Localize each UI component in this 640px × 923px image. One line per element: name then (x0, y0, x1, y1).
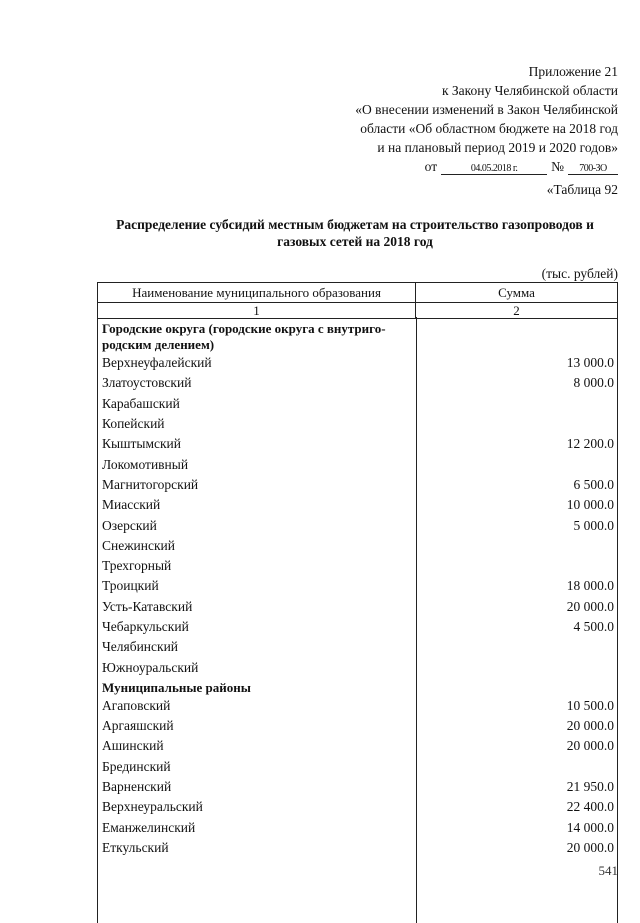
municipality-name: Миасский (102, 497, 161, 513)
table-row (98, 475, 617, 495)
document-title: Распределение субсидий местным бюджетам на строительство газопроводов и газовых сетей на 2018 год (116, 217, 594, 249)
municipality-name: Троицкий (102, 578, 159, 594)
column-header-sum: Сумма (498, 285, 535, 300)
table-row (98, 556, 617, 576)
subsidy-amount: 14 000.0 (566, 819, 614, 835)
header-line: и на плановый период 2019 и 2020 годов» (377, 140, 618, 155)
table-header-row (98, 283, 617, 303)
header-line: Приложение 21 (528, 64, 618, 79)
section-title-municipal-districts: Муниципальные районы (102, 679, 251, 695)
table-row (98, 838, 617, 858)
subsidy-amount: 6 500.0 (573, 476, 614, 492)
table-row (98, 597, 617, 617)
municipality-name: Еткульский (102, 839, 169, 855)
column-divider (416, 317, 417, 923)
subsidy-amount: 10 000.0 (566, 497, 614, 513)
subsidy-amount: 13 000.0 (566, 355, 614, 371)
law-reference (258, 157, 618, 176)
municipal-districts-rows (98, 696, 617, 858)
municipality-name: Кыштымский (102, 436, 181, 452)
city-districts-rows (98, 353, 617, 678)
page-number: 541 (598, 863, 618, 878)
table-row (98, 576, 617, 596)
law-date: 04.05.2018 г. (441, 163, 547, 175)
column-header-name: Наименование муниципального образования (98, 283, 416, 302)
subsidy-amount: 4 500.0 (573, 619, 614, 634)
subsidy-amount: 10 500.0 (566, 697, 614, 713)
subsidy-amount: 20 000.0 (566, 718, 614, 734)
subsidy-amount: 22 400.0 (566, 799, 614, 815)
from-label: от (424, 159, 438, 174)
table-row (98, 515, 617, 535)
table-row (98, 434, 617, 454)
subsidy-amount: 20 000.0 (566, 738, 614, 754)
subsidy-amount: 18 000.0 (566, 578, 614, 594)
table-row (98, 637, 617, 657)
section-title-city-districts: Городские округа (городские округа с внутриго-родским делением) (102, 321, 386, 352)
municipality-name: Южноуральский (102, 659, 199, 675)
municipality-name: Агаповский (102, 697, 171, 713)
table-row (98, 657, 617, 677)
subsidy-amount: 20 000.0 (566, 839, 614, 855)
header-line: области «Об областном бюджете на 2018 год (360, 121, 618, 136)
municipality-name: Варненский (102, 779, 172, 795)
subsidy-amount: 21 950.0 (566, 779, 614, 795)
municipality-name: Верхнеуральский (102, 799, 203, 815)
subsidy-amount: 12 200.0 (566, 436, 614, 452)
municipality-name: Брединский (102, 758, 171, 774)
number-label: № (551, 159, 564, 174)
column-number-sum: 2 (513, 303, 520, 318)
table-row (98, 414, 617, 434)
subsidy-amount: 5 000.0 (573, 517, 614, 533)
table-row (98, 797, 617, 817)
municipality-name: Аргаяшский (102, 718, 174, 734)
table-row (98, 373, 617, 393)
table-row (98, 353, 617, 373)
table-row (98, 757, 617, 777)
column-number-row (98, 303, 617, 319)
municipality-name: Озерский (102, 517, 157, 533)
municipality-name: Златоустовский (102, 375, 192, 391)
municipality-name: Ашинский (102, 738, 164, 754)
table-row (98, 696, 617, 716)
law-number: 700-ЗО (568, 163, 618, 175)
municipality-name: Усть-Катавский (102, 598, 193, 614)
subsidy-amount: 8 000.0 (573, 375, 614, 391)
municipality-name: Снежинский (102, 537, 175, 553)
municipality-name: Верхнеуфалейский (102, 355, 212, 371)
column-number-name: 1 (98, 303, 416, 318)
municipality-name: Магнитогорский (102, 476, 199, 492)
table-row (98, 818, 617, 838)
table-row (98, 394, 617, 414)
appendix-header (258, 62, 618, 176)
municipality-name: Чебаркульский (102, 619, 189, 634)
table-row (98, 617, 617, 637)
subsidy-amount: 20 000.0 (566, 598, 614, 614)
table-row (98, 536, 617, 556)
table-row (98, 495, 617, 515)
municipality-name: Трехгорный (102, 558, 172, 574)
header-line: «О внесении изменений в Закон Челябинской (355, 102, 618, 117)
table-row (98, 736, 617, 756)
units-label: (тыс. рублей) (541, 266, 618, 281)
header-line: к Закону Челябинской области (441, 83, 618, 98)
table-label: «Таблица 92 (546, 182, 618, 197)
table-row (98, 777, 617, 797)
table-row (98, 454, 617, 474)
municipality-name: Копейский (102, 416, 165, 432)
municipality-name: Еманжелинский (102, 819, 196, 835)
subsidy-table (97, 282, 618, 923)
municipality-name: Карабашский (102, 395, 180, 411)
municipality-name: Локомотивный (102, 456, 189, 472)
table-row (98, 716, 617, 736)
municipality-name: Челябинский (102, 639, 179, 655)
